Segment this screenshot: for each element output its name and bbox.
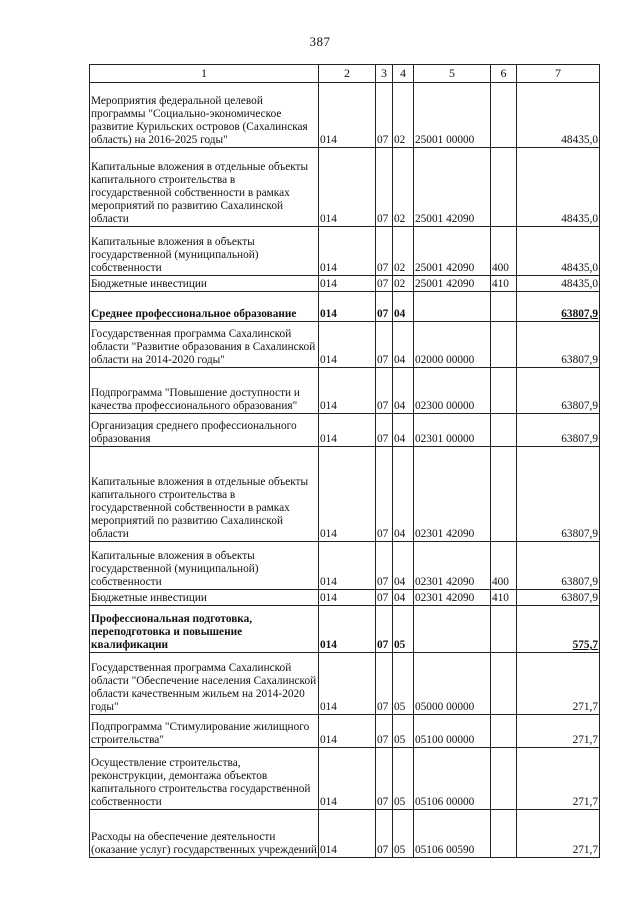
table-row [90, 292, 600, 322]
row-amount: 48435,0 [517, 83, 600, 148]
row-target-article: 02301 42090 [414, 590, 491, 606]
row-ministry-code: 014 [319, 368, 376, 414]
row-target-article: 02000 00000 [414, 322, 491, 368]
column-header: 2 [319, 65, 376, 83]
row-target-article: 25001 42090 [414, 276, 491, 292]
row-ministry-code: 014 [319, 748, 376, 810]
row-expense-type: 400 [491, 542, 517, 590]
column-header: 7 [517, 65, 600, 83]
row-section-code: 07 [376, 292, 393, 322]
row-ministry-code: 014 [319, 148, 376, 227]
row-amount: 271,7 [517, 653, 600, 715]
row-target-article: 25001 00000 [414, 83, 491, 148]
row-subsection-code: 04 [393, 414, 414, 447]
row-ministry-code: 014 [319, 810, 376, 858]
row-ministry-code: 014 [319, 292, 376, 322]
column-header: 6 [491, 65, 517, 83]
row-target-article: 05100 00000 [414, 715, 491, 748]
row-ministry-code: 014 [319, 83, 376, 148]
row-name: Капитальные вложения в объекты государственной (муниципальной) собственности [90, 542, 319, 590]
table-row [90, 447, 600, 542]
row-section-code: 07 [376, 653, 393, 715]
row-target-article: 25001 42090 [414, 148, 491, 227]
row-name: Осуществление строительства, реконструкции, демонтажа объектов капитального строительства государственной собственности [90, 748, 319, 810]
row-section-code: 07 [376, 148, 393, 227]
row-expense-type [491, 83, 517, 148]
table-row [90, 606, 600, 653]
row-expense-type [491, 322, 517, 368]
table-row [90, 276, 600, 292]
row-ministry-code: 014 [319, 414, 376, 447]
column-header: 4 [393, 65, 414, 83]
row-ministry-code: 014 [319, 653, 376, 715]
row-section-code: 07 [376, 542, 393, 590]
table-row [90, 368, 600, 414]
row-subsection-code: 04 [393, 322, 414, 368]
row-name: Государственная программа Сахалинской области "Обеспечение населения Сахалинской области качественным жильем на 2014-2020 годы" [90, 653, 319, 715]
row-amount: 575,7 [517, 606, 600, 653]
row-ministry-code: 014 [319, 590, 376, 606]
row-ministry-code: 014 [319, 276, 376, 292]
row-amount: 48435,0 [517, 148, 600, 227]
row-expense-type [491, 414, 517, 447]
page-number: 387 [309, 34, 331, 49]
row-expense-type: 410 [491, 276, 517, 292]
table-row [90, 715, 600, 748]
row-subsection-code: 04 [393, 292, 414, 322]
row-amount: 63807,9 [517, 292, 600, 322]
row-amount: 63807,9 [517, 590, 600, 606]
row-name: Мероприятия федеральной целевой программы "Социально-экономическое развитие Курильских островов (Сахалинская область) на 2016-2025 годы" [90, 83, 319, 148]
row-ministry-code: 014 [319, 606, 376, 653]
table-row [90, 322, 600, 368]
row-section-code: 07 [376, 748, 393, 810]
row-subsection-code: 05 [393, 748, 414, 810]
row-name: Организация среднего профессионального образования [90, 414, 319, 447]
row-target-article [414, 606, 491, 653]
row-expense-type: 400 [491, 227, 517, 276]
row-target-article: 02301 00000 [414, 414, 491, 447]
row-section-code: 07 [376, 715, 393, 748]
row-ministry-code: 014 [319, 447, 376, 542]
row-subsection-code: 02 [393, 276, 414, 292]
row-ministry-code: 014 [319, 542, 376, 590]
column-header: 3 [376, 65, 393, 83]
row-name: Бюджетные инвестиции [90, 590, 319, 606]
row-expense-type [491, 447, 517, 542]
row-target-article: 05106 00590 [414, 810, 491, 858]
row-name: Среднее профессиональное образование [90, 292, 319, 322]
row-amount: 271,7 [517, 715, 600, 748]
row-section-code: 07 [376, 322, 393, 368]
table-row [90, 148, 600, 227]
table-row [90, 414, 600, 447]
table-row [90, 542, 600, 590]
row-name: Капитальные вложения в объекты государственной (муниципальной) собственности [90, 227, 319, 276]
row-amount: 63807,9 [517, 447, 600, 542]
table-row [90, 810, 600, 858]
row-amount: 48435,0 [517, 276, 600, 292]
row-amount: 63807,9 [517, 414, 600, 447]
row-name: Государственная программа Сахалинской области "Развитие образования в Сахалинской области на 2014-2020 годы" [90, 322, 319, 368]
row-expense-type [491, 368, 517, 414]
row-name: Профессиональная подготовка, переподготовка и повышение квалификации [90, 606, 319, 653]
row-amount: 48435,0 [517, 227, 600, 276]
row-target-article: 02301 42090 [414, 542, 491, 590]
row-subsection-code: 02 [393, 227, 414, 276]
row-subsection-code: 04 [393, 590, 414, 606]
row-name: Бюджетные инвестиции [90, 276, 319, 292]
row-section-code: 07 [376, 414, 393, 447]
row-ministry-code: 014 [319, 227, 376, 276]
row-expense-type [491, 653, 517, 715]
table-row [90, 748, 600, 810]
table-row [90, 227, 600, 276]
row-section-code: 07 [376, 276, 393, 292]
row-subsection-code: 04 [393, 542, 414, 590]
row-target-article: 05106 00000 [414, 748, 491, 810]
column-header: 1 [90, 65, 319, 83]
row-target-article: 25001 42090 [414, 227, 491, 276]
row-section-code: 07 [376, 810, 393, 858]
row-amount: 63807,9 [517, 368, 600, 414]
row-section-code: 07 [376, 83, 393, 148]
row-name: Подпрограмма "Стимулирование жилищного строительства" [90, 715, 319, 748]
row-target-article: 02300 00000 [414, 368, 491, 414]
row-ministry-code: 014 [319, 322, 376, 368]
row-target-article: 05000 00000 [414, 653, 491, 715]
row-expense-type [491, 148, 517, 227]
budget-table [89, 64, 600, 858]
table-row [90, 653, 600, 715]
row-section-code: 07 [376, 590, 393, 606]
row-amount: 63807,9 [517, 542, 600, 590]
row-section-code: 07 [376, 368, 393, 414]
header-row [90, 65, 600, 83]
row-name: Капитальные вложения в отдельные объекты капитального строительства в государственной собственности в рамках мероприятий по развитию Сахалинской области [90, 148, 319, 227]
row-amount: 271,7 [517, 748, 600, 810]
row-subsection-code: 02 [393, 83, 414, 148]
row-expense-type: 410 [491, 590, 517, 606]
row-section-code: 07 [376, 606, 393, 653]
row-target-article: 02301 42090 [414, 447, 491, 542]
row-expense-type [491, 292, 517, 322]
row-subsection-code: 04 [393, 447, 414, 542]
row-subsection-code: 05 [393, 653, 414, 715]
row-subsection-code: 04 [393, 368, 414, 414]
row-section-code: 07 [376, 447, 393, 542]
row-expense-type [491, 748, 517, 810]
row-subsection-code: 05 [393, 715, 414, 748]
table-row [90, 83, 600, 148]
row-ministry-code: 014 [319, 715, 376, 748]
row-name: Подпрограмма "Повышение доступности и качества профессионального образования" [90, 368, 319, 414]
row-subsection-code: 05 [393, 606, 414, 653]
column-header: 5 [414, 65, 491, 83]
table-row [90, 590, 600, 606]
row-name: Расходы на обеспечение деятельности (оказание услуг) государственных учреждений [90, 810, 319, 858]
row-expense-type [491, 715, 517, 748]
row-name: Капитальные вложения в отдельные объекты капитального строительства в государственной собственности в рамках мероприятий по развитию Сахалинской области [90, 447, 319, 542]
row-expense-type [491, 606, 517, 653]
row-target-article [414, 292, 491, 322]
row-expense-type [491, 810, 517, 858]
row-amount: 271,7 [517, 810, 600, 858]
row-amount: 63807,9 [517, 322, 600, 368]
row-subsection-code: 02 [393, 148, 414, 227]
row-subsection-code: 05 [393, 810, 414, 858]
row-section-code: 07 [376, 227, 393, 276]
